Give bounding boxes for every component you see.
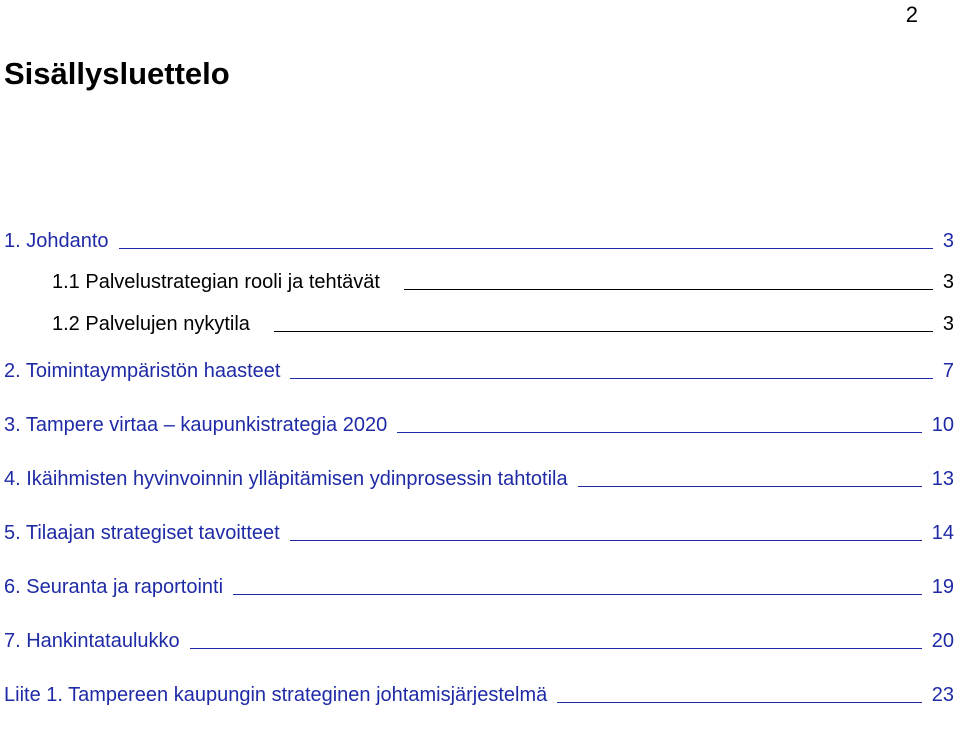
toc-entry-johdanto[interactable] [4, 230, 954, 253]
toc-entry-seuranta[interactable] [4, 576, 954, 599]
toc-leader-line [397, 432, 922, 433]
toc-entry-hankintataulukko[interactable] [4, 630, 954, 653]
toc-leader-line [578, 486, 922, 487]
toc-leader-line [557, 702, 921, 703]
toc-entry-liite-1[interactable] [4, 684, 954, 707]
toc-leader-line [404, 289, 933, 290]
toc-entry-page: 23 [931, 684, 954, 706]
toc-entry-label: 1.1 Palvelustrategian rooli ja tehtävät [52, 271, 380, 293]
toc-entry-label: 2. Toimintaympäristön haasteet [4, 360, 281, 382]
toc-entry-label: Liite 1. Tampereen kaupungin strateginen johtamisjärjestelmä [4, 684, 548, 706]
toc-entry-page: 3 [942, 271, 954, 293]
toc-entry-label: 7. Hankintataulukko [4, 630, 180, 652]
toc-entry-label: 1.2 Palvelujen nykytila [52, 313, 250, 335]
toc-entry-ydinprosessin-tahtotila[interactable] [4, 468, 954, 491]
page-number: 2 [905, 2, 918, 27]
toc-entry-label: 1. Johdanto [4, 230, 109, 252]
toc-entry-label: 5. Tilaajan strategiset tavoitteet [4, 522, 280, 544]
toc-entry-toimintaymparisto[interactable] [4, 360, 954, 383]
table-of-contents [4, 230, 954, 738]
toc-leader-line [190, 648, 922, 649]
toc-entry-page: 3 [942, 313, 954, 335]
toc-entry-kaupunkistrategia[interactable] [4, 414, 954, 437]
toc-entry-page: 13 [931, 468, 954, 490]
toc-leader-line [290, 540, 922, 541]
toc-title: Sisällysluettelo [4, 56, 230, 91]
toc-entry-page: 20 [931, 630, 954, 652]
toc-leader-line [290, 378, 932, 379]
toc-entry-palvelustrategian-rooli[interactable] [4, 271, 954, 294]
toc-entry-label: 6. Seuranta ja raportointi [4, 576, 224, 598]
toc-entry-strategiset-tavoitteet[interactable] [4, 522, 954, 545]
toc-entry-page: 3 [942, 230, 954, 252]
toc-entry-page: 7 [942, 360, 954, 382]
toc-entry-label: 4. Ikäihmisten hyvinvoinnin ylläpitämisen ydinprosessin tahtotila [4, 468, 568, 490]
toc-entry-page: 14 [931, 522, 954, 544]
toc-entry-palvelujen-nykytila[interactable] [4, 313, 954, 336]
toc-leader-line [233, 594, 922, 595]
toc-leader-line [274, 331, 933, 332]
toc-leader-line [119, 248, 933, 249]
toc-entry-label: 3. Tampere virtaa – kaupunkistrategia 2020 [4, 414, 388, 436]
toc-entry-page: 19 [931, 576, 954, 598]
toc-entry-page: 10 [931, 414, 954, 436]
